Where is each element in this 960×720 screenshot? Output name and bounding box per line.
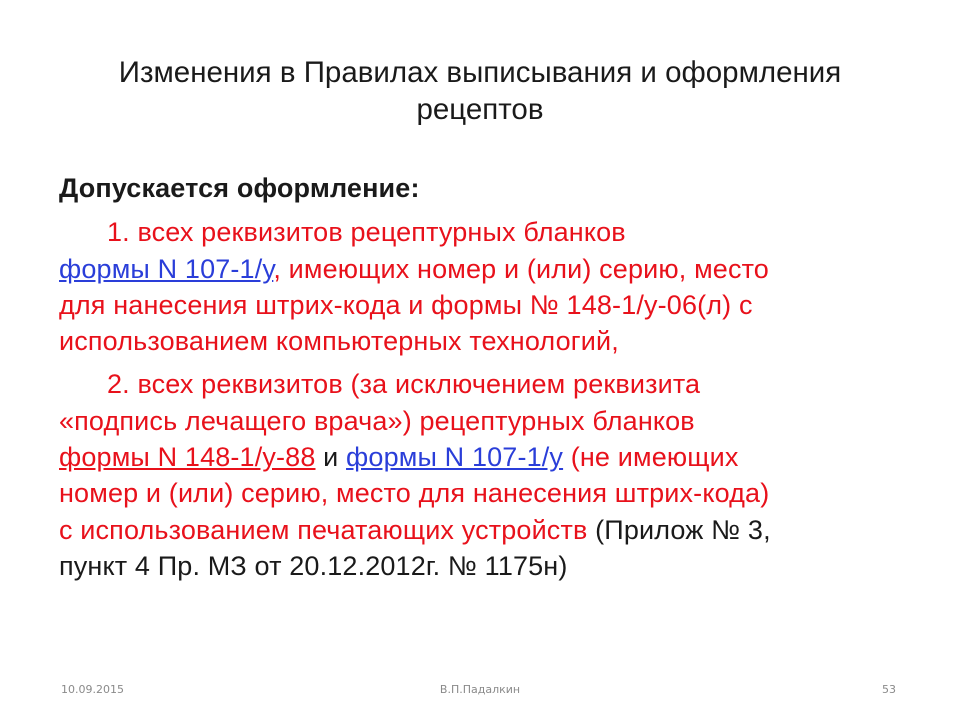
body-heading: Допускается оформление: [59, 173, 420, 203]
item1-line-2 [59, 251, 919, 287]
item2-line-1: 2. всех реквизитов (за исключением реквизита [107, 369, 701, 400]
form-148-1-88-link[interactable]: формы N 148-1/у-88 [59, 442, 316, 473]
item2-conjunction: и [315, 442, 347, 473]
item2-line-5-red: с использованием печатающих устройств [59, 514, 588, 545]
item2-line-3 [59, 439, 919, 475]
item1-line-1: 1. всех реквизитов рецептурных бланков [107, 217, 626, 248]
slide-title [70, 54, 890, 128]
form-107-1-link[interactable]: формы N 107-1/у [59, 253, 274, 284]
slide-body [59, 170, 919, 584]
footer-page-number: 53 [882, 683, 896, 696]
item2-line-5-black: (Прилож № 3, [587, 514, 771, 545]
item1-line-2-text: , имеющих номер и (или) серию, место [273, 253, 769, 284]
item1-line-4: использованием компьютерных технологий, [59, 326, 619, 357]
item1-line-3: для нанесения штрих-кода и формы № 148-1/у-06(л) с [59, 289, 753, 320]
list-item-1 [59, 214, 919, 359]
item2-line-5 [59, 512, 919, 548]
list-item-2 [59, 366, 919, 584]
footer-author: В.П.Падалкин [439, 683, 521, 696]
item2-line-3-text: (не имеющих [563, 442, 739, 473]
footer-date: 10.09.2015 [61, 683, 124, 696]
form-107-1-link-2[interactable]: формы N 107-1/у [346, 442, 564, 473]
item2-line-2: «подпись лечащего врача») рецептурных бланков [59, 405, 695, 436]
title-line-2: рецептов [416, 93, 544, 126]
item2-line-6: пункт 4 Пр. МЗ от 20.12.2012г. № 1175н) [59, 550, 568, 581]
item2-line-4: номер и (или) серию, место для нанесения штрих-кода) [59, 478, 770, 509]
title-line-1: Изменения в Правилах выписывания и оформления [118, 56, 842, 89]
